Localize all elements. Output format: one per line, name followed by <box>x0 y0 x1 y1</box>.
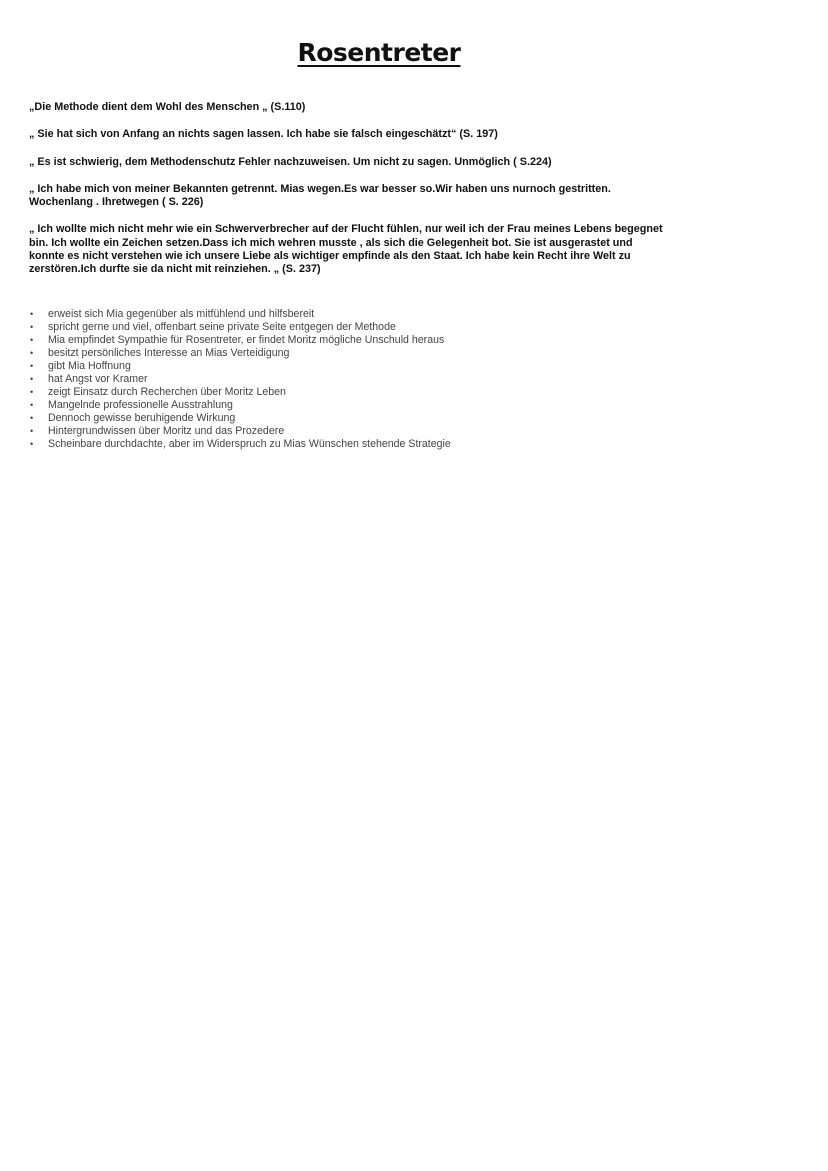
list-item-text: Scheinbare durchdachte, aber im Widerspruch zu Mias Wünschen stehende Strategie <box>48 438 451 451</box>
bullet-icon: • <box>30 322 34 333</box>
bullet-icon: • <box>30 348 34 359</box>
list-item <box>29 321 549 334</box>
bullet-icon: • <box>30 439 34 450</box>
list-item <box>29 373 549 386</box>
list-item <box>29 308 549 321</box>
list-item <box>29 360 549 373</box>
bullet-icon: • <box>30 413 34 424</box>
list-item-text: Hintergrundwissen über Moritz und das Prozedere <box>48 425 285 438</box>
list-item <box>29 334 549 347</box>
characteristics-list <box>29 308 549 452</box>
bullet-icon: • <box>30 335 34 346</box>
bullet-icon: • <box>30 426 34 437</box>
list-item-text: gibt Mia Hoffnung <box>48 360 131 373</box>
list-item <box>29 438 549 451</box>
list-item <box>29 399 549 412</box>
list-item-text: spricht gerne und viel, offenbart seine private Seite entgegen der Methode <box>48 321 396 334</box>
bullet-icon: • <box>30 400 34 411</box>
quote-item: „ Es ist schwierig, dem Methodenschutz Fehler nachzuweisen. Um nicht zu sagen. Unmöglich ( S.224) <box>29 155 552 168</box>
quote-item: „Die Methode dient dem Wohl des Menschen „ (S.110) <box>29 101 306 113</box>
quote-item: „ Sie hat sich von Anfang an nichts sagen lassen. Ich habe sie falsch eingeschätzt“ (S. 197) <box>29 128 498 141</box>
list-item-text: Mangelnde professionelle Ausstrahlung <box>48 399 233 412</box>
list-item-text: besitzt persönliches Interesse an Mias Verteidigung <box>48 347 290 360</box>
list-item <box>29 386 549 399</box>
list-item <box>29 347 549 360</box>
quote-item: „ Ich habe mich von meiner Bekannten getrennt. Mias wegen.Es war besser so.Wir haben uns nurnoch gestritten. Wochenlang . Ihretwegen ( S. 226) <box>29 182 611 209</box>
list-item <box>29 425 549 438</box>
quote-item: „ Ich wollte mich nicht mehr wie ein Schwerverbrecher auf der Flucht fühlen, nur weil ich der Frau meines Lebens begegnet bin. Ich wollte ein Zeichen setzen.Dass ich mich wehren musste , als sich die Gelegenheit bot. Sie ist ausgerastet und konnte es nicht verstehen wie ich unsere Liebe als wichtiger empfinde als den Staat. Ich habe kein Recht ihre Welt zu zerstören.Ich durfte sie da nicht mit reinziehen. „ (S. 237) <box>29 223 663 276</box>
bullet-icon: • <box>30 309 34 319</box>
list-item <box>29 412 549 425</box>
quote-list <box>29 101 669 291</box>
list-item-text: erweist sich Mia gegenüber als mitfühlend und hilfsbereit <box>48 308 315 320</box>
bullet-icon: • <box>30 361 34 372</box>
list-item-text: Dennoch gewisse beruhigende Wirkung <box>48 412 236 425</box>
list-item-text: zeigt Einsatz durch Recherchen über Moritz Leben <box>48 386 286 399</box>
page-title: Rosentreter <box>297 38 461 67</box>
list-item-text: Mia empfindet Sympathie für Rosentreter, er findet Moritz mögliche Unschuld heraus <box>48 334 445 347</box>
bullet-icon: • <box>30 374 34 385</box>
bullet-icon: • <box>30 387 34 398</box>
list-item-text: hat Angst vor Kramer <box>48 373 148 386</box>
